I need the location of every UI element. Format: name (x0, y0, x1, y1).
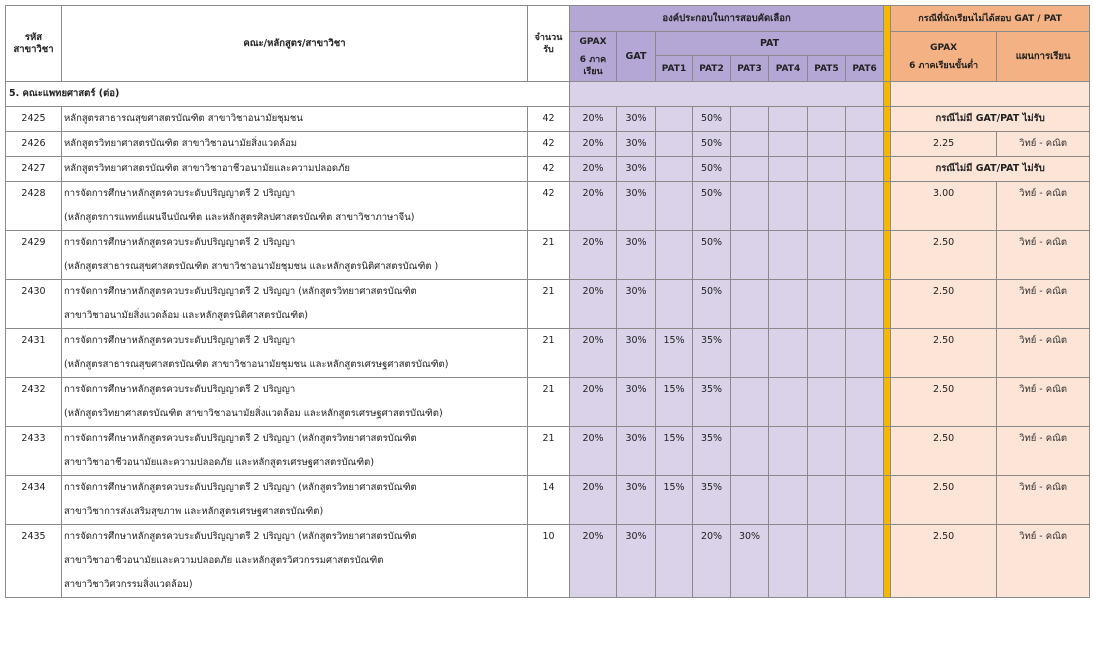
table-header (6, 6, 1090, 82)
section-gold-separator (884, 82, 891, 107)
row-gpax: 20% (570, 182, 617, 231)
row-gat: 30% (617, 427, 656, 476)
pat5-header: PAT5 (808, 56, 846, 82)
row-count: 42 (528, 157, 570, 182)
row-pat6 (846, 231, 884, 280)
row-pat3: 30% (731, 525, 769, 598)
row-gat: 30% (617, 280, 656, 329)
row-min-gpax: 2.50 (891, 280, 997, 329)
program-name-line: สาขาวิชาอนามัยสิ่งแวดล้อม และหลักสูตรนิติศาสตรบัณฑิต) (64, 310, 308, 321)
program-name-line: (หลักสูตรวิทยาศาสตรบัณฑิต สาขาวิชาอนามัยสิ่งแวดล้อม และหลักสูตรเศรษฐศาสตรบัณฑิต) (64, 408, 443, 419)
pat2-header: PAT2 (693, 56, 731, 82)
program-name-line: สาขาวิชาอาชีวอนามัยและความปลอดภัย และหลักสูตรวิศวกรรมศาสตรบัณฑิต (64, 555, 384, 566)
row-gpax: 20% (570, 525, 617, 598)
gold-separator (884, 6, 891, 82)
row-code: 2434 (6, 476, 62, 525)
row-pat6 (846, 525, 884, 598)
row-gpax: 20% (570, 132, 617, 157)
row-gold-separator (884, 132, 891, 157)
row-count: 21 (528, 427, 570, 476)
row-gold-separator (884, 231, 891, 280)
row-count: 21 (528, 378, 570, 427)
row-gold-separator (884, 280, 891, 329)
row-code: 2426 (6, 132, 62, 157)
row-pat1 (656, 525, 693, 598)
row-min-gpax: 2.50 (891, 525, 997, 598)
code-header: รหัส สาขาวิชา (6, 6, 62, 82)
row-study-plan: วิทย์ - คณิต (997, 231, 1090, 280)
row-pat3 (731, 329, 769, 378)
row-program-name (62, 182, 528, 231)
row-pat1 (656, 182, 693, 231)
row-gat: 30% (617, 476, 656, 525)
row-code: 2428 (6, 182, 62, 231)
row-pat4 (769, 280, 808, 329)
row-gat: 30% (617, 329, 656, 378)
row-count: 21 (528, 329, 570, 378)
no-exam-header: กรณีที่นักเรียนไม่ได้สอบ GAT / PAT (891, 6, 1090, 32)
row-study-plan: วิทย์ - คณิต (997, 182, 1090, 231)
row-pat5 (808, 427, 846, 476)
row-code: 2425 (6, 107, 62, 132)
row-gat: 30% (617, 525, 656, 598)
row-pat6 (846, 132, 884, 157)
row-pat5 (808, 329, 846, 378)
row-pat6 (846, 427, 884, 476)
row-gat: 30% (617, 231, 656, 280)
row-study-plan: วิทย์ - คณิต (997, 525, 1090, 598)
row-gold-separator (884, 378, 891, 427)
row-gpax: 20% (570, 329, 617, 378)
row-gold-separator (884, 427, 891, 476)
table-row (6, 280, 1090, 329)
row-pat5 (808, 280, 846, 329)
row-program-name (62, 132, 528, 157)
row-min-gpax: 2.50 (891, 427, 997, 476)
row-pat4 (769, 107, 808, 132)
row-gpax: 20% (570, 378, 617, 427)
count-header: จำนวนรับ (528, 6, 570, 82)
section-row (6, 82, 1090, 107)
gpax-header: GPAX 6 ภาคเรียน (570, 32, 617, 82)
row-gold-separator (884, 182, 891, 231)
section-peach-fill (891, 82, 1090, 107)
row-pat5 (808, 157, 846, 182)
row-pat3 (731, 107, 769, 132)
program-name-line: (หลักสูตรการแพทย์แผนจีนบัณฑิต และหลักสูตรศิลปศาสตรบัณฑิต สาขาวิชาภาษาจีน) (64, 212, 415, 223)
row-gold-separator (884, 476, 891, 525)
row-no-exam-note: กรณีไม่มี GAT/PAT ไม่รับ (891, 157, 1090, 182)
row-pat2: 50% (693, 157, 731, 182)
program-name-line: สาขาวิชาอาชีวอนามัยและความปลอดภัย และหลักสูตรเศรษฐศาสตรบัณฑิต) (64, 457, 375, 468)
table-row (6, 476, 1090, 525)
row-count: 21 (528, 280, 570, 329)
row-program-name (62, 476, 528, 525)
program-name-line: สาขาวิชาการส่งเสริมสุขภาพ และหลักสูตรเศรษฐศาสตรบัณฑิต) (64, 506, 324, 517)
row-pat2: 20% (693, 525, 731, 598)
program-name-line: การจัดการศึกษาหลักสูตรควบระดับปริญญาตรี 2 ปริญญา (หลักสูตรวิทยาศาสตรบัณฑิต (64, 531, 417, 542)
table-row (6, 525, 1090, 598)
row-code: 2430 (6, 280, 62, 329)
pat1-header: PAT1 (656, 56, 693, 82)
program-name-line: หลักสูตรวิทยาศาสตรบัณฑิต สาขาวิชาอาชีวอนามัยและความปลอดภัย (64, 163, 350, 174)
program-name-line: การจัดการศึกษาหลักสูตรควบระดับปริญญาตรี 2 ปริญญา (หลักสูตรวิทยาศาสตรบัณฑิต (64, 286, 417, 297)
row-gpax: 20% (570, 427, 617, 476)
table-row (6, 427, 1090, 476)
row-min-gpax: 3.00 (891, 182, 997, 231)
row-program-name (62, 329, 528, 378)
row-pat4 (769, 329, 808, 378)
row-pat6 (846, 280, 884, 329)
row-pat3 (731, 132, 769, 157)
row-pat4 (769, 132, 808, 157)
row-pat5 (808, 107, 846, 132)
row-gold-separator (884, 329, 891, 378)
row-gat: 30% (617, 157, 656, 182)
row-pat6 (846, 182, 884, 231)
row-min-gpax: 2.50 (891, 231, 997, 280)
row-count: 42 (528, 132, 570, 157)
row-code: 2433 (6, 427, 62, 476)
program-name-line: การจัดการศึกษาหลักสูตรควบระดับปริญญาตรี 2 ปริญญา (64, 384, 296, 395)
program-name-line: การจัดการศึกษาหลักสูตรควบระดับปริญญาตรี 2 ปริญญา (64, 188, 296, 199)
row-count: 42 (528, 107, 570, 132)
row-code: 2429 (6, 231, 62, 280)
admission-table (5, 5, 1090, 598)
row-pat2: 50% (693, 280, 731, 329)
program-name-line: หลักสูตรวิทยาศาสตรบัณฑิต สาขาวิชาอนามัยสิ่งแวดล้อม (64, 138, 298, 149)
row-pat6 (846, 378, 884, 427)
row-study-plan: วิทย์ - คณิต (997, 427, 1090, 476)
row-pat3 (731, 231, 769, 280)
row-pat4 (769, 378, 808, 427)
row-pat2: 50% (693, 132, 731, 157)
components-header: องค์ประกอบในการสอบคัดเลือก (570, 6, 884, 32)
program-name-line: (หลักสูตรสาธารณสุขศาสตรบัณฑิต สาขาวิชาอนามัยชุมชน และหลักสูตรเศรษฐศาสตรบัณฑิต) (64, 359, 449, 370)
row-gold-separator (884, 157, 891, 182)
row-study-plan: วิทย์ - คณิต (997, 476, 1090, 525)
row-pat2: 35% (693, 427, 731, 476)
row-pat6 (846, 107, 884, 132)
row-pat2: 35% (693, 329, 731, 378)
table-row (6, 157, 1090, 182)
faculty-header: คณะ/หลักสูตร/สาขาวิชา (62, 6, 528, 82)
row-pat4 (769, 231, 808, 280)
row-pat1 (656, 231, 693, 280)
row-no-exam-note: กรณีไม่มี GAT/PAT ไม่รับ (891, 107, 1090, 132)
row-count: 21 (528, 231, 570, 280)
row-min-gpax: 2.50 (891, 476, 997, 525)
row-pat4 (769, 427, 808, 476)
row-pat3 (731, 157, 769, 182)
row-study-plan: วิทย์ - คณิต (997, 329, 1090, 378)
row-pat5 (808, 525, 846, 598)
row-pat1 (656, 107, 693, 132)
row-min-gpax: 2.50 (891, 329, 997, 378)
row-count: 14 (528, 476, 570, 525)
row-pat5 (808, 476, 846, 525)
row-gpax: 20% (570, 280, 617, 329)
row-gat: 30% (617, 182, 656, 231)
row-pat4 (769, 182, 808, 231)
row-pat5 (808, 182, 846, 231)
gat-header: GAT (617, 32, 656, 82)
row-pat1: 15% (656, 378, 693, 427)
row-pat3 (731, 427, 769, 476)
row-program-name (62, 157, 528, 182)
row-min-gpax: 2.50 (891, 378, 997, 427)
row-pat6 (846, 329, 884, 378)
row-pat3 (731, 280, 769, 329)
row-study-plan: วิทย์ - คณิต (997, 280, 1090, 329)
pat4-header: PAT4 (769, 56, 808, 82)
row-pat3 (731, 476, 769, 525)
row-pat6 (846, 476, 884, 525)
table-row (6, 231, 1090, 280)
program-name-line: การจัดการศึกษาหลักสูตรควบระดับปริญญาตรี 2 ปริญญา (หลักสูตรวิทยาศาสตรบัณฑิต (64, 433, 417, 444)
section-title: 5. คณะแพทยศาสตร์ (ต่อ) (6, 82, 570, 107)
row-pat1 (656, 280, 693, 329)
row-gold-separator (884, 107, 891, 132)
row-gat: 30% (617, 132, 656, 157)
row-count: 42 (528, 182, 570, 231)
pat3-header: PAT3 (731, 56, 769, 82)
row-pat5 (808, 231, 846, 280)
program-name-line: (หลักสูตรสาธารณสุขศาสตรบัณฑิต สาขาวิชาอนามัยชุมชน และหลักสูตรนิติศาสตรบัณฑิต ) (64, 261, 439, 272)
row-pat1 (656, 132, 693, 157)
row-code: 2435 (6, 525, 62, 598)
table-row (6, 182, 1090, 231)
row-pat5 (808, 132, 846, 157)
row-pat4 (769, 476, 808, 525)
row-gpax: 20% (570, 476, 617, 525)
row-code: 2432 (6, 378, 62, 427)
row-pat4 (769, 157, 808, 182)
row-study-plan: วิทย์ - คณิต (997, 378, 1090, 427)
row-pat6 (846, 157, 884, 182)
row-pat5 (808, 378, 846, 427)
row-gat: 30% (617, 107, 656, 132)
row-min-gpax: 2.25 (891, 132, 997, 157)
section-purple-fill (570, 82, 884, 107)
program-name-line: สาขาวิชาวิศวกรรมสิ่งแวดล้อม) (64, 579, 193, 590)
row-pat2: 50% (693, 107, 731, 132)
row-pat2: 35% (693, 476, 731, 525)
row-code: 2427 (6, 157, 62, 182)
table-row (6, 378, 1090, 427)
table-row (6, 107, 1090, 132)
row-pat2: 50% (693, 182, 731, 231)
program-name-line: การจัดการศึกษาหลักสูตรควบระดับปริญญาตรี 2 ปริญญา (64, 335, 296, 346)
row-code: 2431 (6, 329, 62, 378)
table-row (6, 132, 1090, 157)
row-pat3 (731, 182, 769, 231)
row-gpax: 20% (570, 107, 617, 132)
row-pat1: 15% (656, 476, 693, 525)
row-program-name (62, 525, 528, 598)
row-program-name (62, 231, 528, 280)
pat-header: PAT (656, 32, 884, 56)
row-gat: 30% (617, 378, 656, 427)
row-pat4 (769, 525, 808, 598)
plan-header: แผนการเรียน (997, 32, 1090, 82)
row-pat1: 15% (656, 329, 693, 378)
row-gold-separator (884, 525, 891, 598)
min-gpax-header: GPAX 6 ภาคเรียนขั้นต่ำ (891, 32, 997, 82)
row-program-name (62, 378, 528, 427)
pat6-header: PAT6 (846, 56, 884, 82)
row-gpax: 20% (570, 157, 617, 182)
program-name-line: หลักสูตรสาธารณสุขศาสตรบัณฑิต สาขาวิชาอนามัยชุมชน (64, 113, 303, 124)
row-program-name (62, 280, 528, 329)
row-pat2: 50% (693, 231, 731, 280)
table-body (6, 82, 1090, 598)
row-study-plan: วิทย์ - คณิต (997, 132, 1090, 157)
row-gpax: 20% (570, 231, 617, 280)
row-pat2: 35% (693, 378, 731, 427)
row-program-name (62, 427, 528, 476)
program-name-line: การจัดการศึกษาหลักสูตรควบระดับปริญญาตรี 2 ปริญญา (64, 237, 296, 248)
row-pat1: 15% (656, 427, 693, 476)
row-pat1 (656, 157, 693, 182)
table-row (6, 329, 1090, 378)
row-count: 10 (528, 525, 570, 598)
row-program-name (62, 107, 528, 132)
row-pat3 (731, 378, 769, 427)
program-name-line: การจัดการศึกษาหลักสูตรควบระดับปริญญาตรี 2 ปริญญา (หลักสูตรวิทยาศาสตรบัณฑิต (64, 482, 417, 493)
